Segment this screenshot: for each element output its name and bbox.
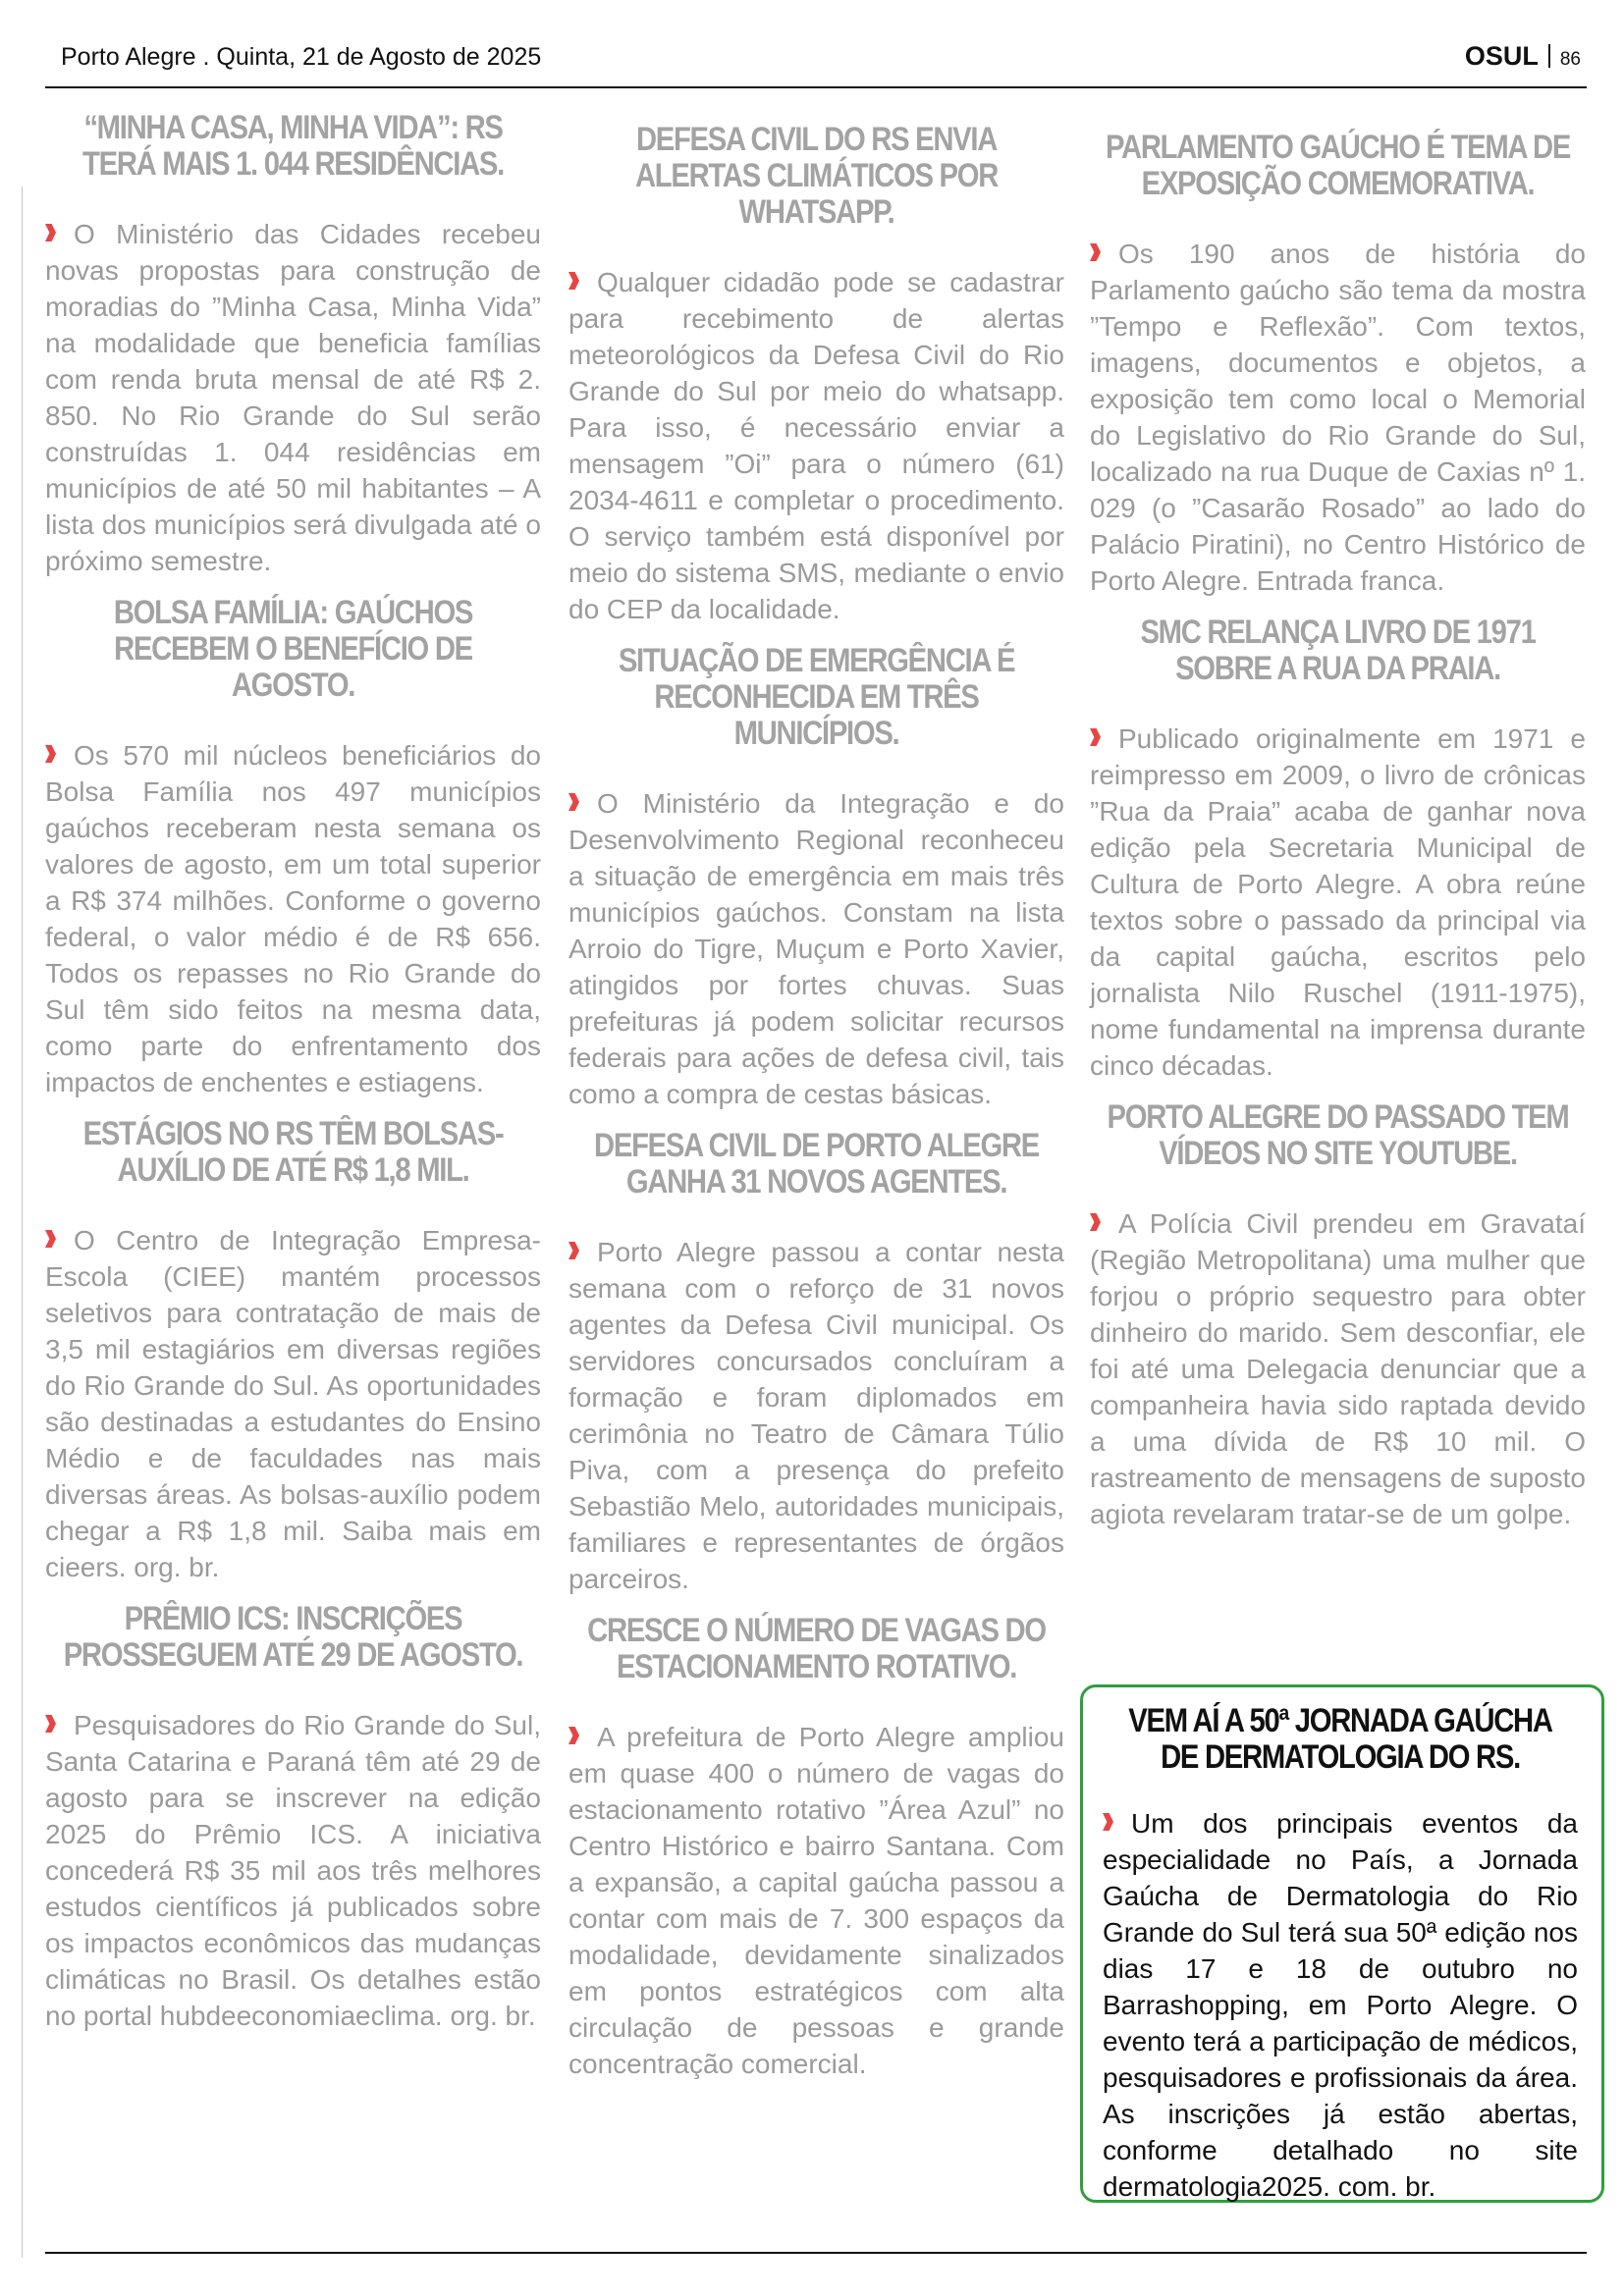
article-body	[568, 1719, 1064, 2082]
bullet-icon	[568, 1727, 579, 1744]
article	[45, 595, 541, 1100]
article	[568, 1128, 1064, 1597]
article-body-text: O Ministério das Cidades recebeu novas propostas para construção de moradias do ”Minha Casa, Minha Vida” na modalidade que beneficia famílias com renda bruta mensal de até R$ 2. 850. No Rio Grande do Sul serão construídas 1. 044 residências em municípios de até 50 mil habitantes – A lista dos municípios será divulgada até o próximo semestre.	[45, 219, 541, 576]
featured-body-text: Um dos principais eventos da especialidade no País, a Jornada Gaúcha de Dermatologia do Rio Grande do Sul terá sua 50ª edição nos dias 17 e 18 de outubro no Barrashopping, em Porto Alegre. O evento terá a participação de médicos, pesquisadores e profissionais da área. As inscrições já estão abertas, conforme detalhado no site dermatologia2025. com. br.	[1103, 1808, 1578, 2202]
bullet-icon	[568, 272, 579, 290]
bullet-icon	[45, 1715, 56, 1733]
article	[568, 1613, 1064, 2082]
footer-rule	[45, 2252, 1587, 2254]
article-body	[568, 1234, 1064, 1597]
article-headline: DEFESA CIVIL DE PORTO ALEGRE GANHA 31 NOVOS AGENTES.	[594, 1127, 1039, 1201]
article-body-text: Pesquisadores do Rio Grande do Sul, Santa Catarina e Paraná têm até 29 de agosto para se inscrever na edição 2025 do Prêmio ICS. A iniciativa concederá R$ 35 mil aos três melhores estudos científicos já publicados sobre os impactos econômicos das mudanças climáticas no Brasil. Os detalhes estão no portal hubdeeconomiaeclima. org. br.	[45, 1710, 541, 2031]
masthead-divider	[1548, 44, 1550, 68]
bullet-icon	[1090, 243, 1101, 261]
article-body	[1090, 721, 1586, 1084]
page-header	[45, 27, 1587, 88]
article-body-text: O Ministério da Integração e do Desenvolvimento Regional reconheceu a situação de emergência em mais três municípios gaúchos. Constam na lista Arroio do Tigre, Muçum e Porto Xavier, atingidos por fortes chuvas. Suas prefeituras já podem solicitar recursos federais para ações de defesa civil, tais como a compra de cestas básicas.	[568, 788, 1064, 1109]
page-number: 86	[1559, 49, 1581, 70]
bullet-icon	[1090, 1213, 1101, 1231]
column-2	[568, 108, 1064, 2098]
article-body-text: Publicado originalmente em 1971 e reimpresso em 2009, o livro de crônicas ”Rua da Praia” acaba de ganhar nova edição pela Secretaria Municipal de Cultura de Porto Alegre. A obra reúne textos sobre o passado da principal via da capital gaúcha, escritos pelo jornalista Nilo Ruschel (1911-1975), nome fundamental na imprensa durante cinco décadas.	[1090, 723, 1586, 1081]
article-body	[1090, 236, 1586, 599]
article	[568, 122, 1064, 627]
article-headline: SMC RELANÇA LIVRO DE 1971 SOBRE A RUA DA PRAIA.	[1140, 614, 1536, 687]
column-3	[1090, 108, 1586, 1548]
article	[568, 643, 1064, 1112]
article-headline: PRÊMIO ICS: INSCRIÇÕES PROSSEGUEM ATÉ 29 DE AGOSTO.	[63, 1600, 523, 1674]
featured-body	[1103, 1805, 1578, 2205]
article-body-text: Os 190 anos de história do Parlamento gaúcho são tema da mostra ”Tempo e Reflexão”. Com textos, imagens, documentos e objetos, a exposição tem como local o Memorial do Legislativo do Rio Grande do Sul, localizado na rua Duque de Caxias nº 1. 029 (o ”Casarão Rosado” ao lado do Palácio Piratini), no Centro Histórico de Porto Alegre. Entrada franca.	[1090, 239, 1586, 596]
article	[45, 1116, 541, 1585]
bullet-icon	[45, 224, 56, 241]
column-1	[45, 108, 541, 2050]
article-headline: ESTÁGIOS NO RS TÊM BOLSAS-AUXÍLIO DE ATÉ R$ 1,8 MIL.	[82, 1115, 504, 1189]
article-headline: SITUAÇÃO DE EMERGÊNCIA É RECONHECIDA EM TRÊS MUNICÍPIOS.	[618, 642, 1015, 752]
article	[1090, 1099, 1586, 1532]
article-body-text: A Polícia Civil prendeu em Gravataí (Região Metropolitana) uma mulher que forjou o próprio sequestro para obter dinheiro do marido. Sem desconfiar, ele foi até uma Delegacia denunciar que a companheira havia sido raptada devido a uma dívida de R$ 10 mil. O rastreamento de mensagens de suposto agiota revelaram tratar-se de um golpe.	[1090, 1208, 1586, 1529]
brand-name: OSUL	[1464, 41, 1539, 71]
article	[45, 1601, 541, 2034]
article-headline: BOLSA FAMÍLIA: GAÚCHOS RECEBEM O BENEFÍCIO DE AGOSTO.	[113, 594, 473, 704]
bullet-icon	[1090, 728, 1101, 746]
article-headline: “MINHA CASA, MINHA VIDA”: RS TERÁ MAIS 1. 044 RESIDÊNCIAS.	[82, 109, 504, 183]
featured-article-box	[1080, 1684, 1604, 2203]
article	[1090, 130, 1586, 599]
article-body	[45, 1222, 541, 1585]
bullet-icon	[1103, 1813, 1113, 1831]
article-headline: PORTO ALEGRE DO PASSADO TEM VÍDEOS NO SITE YOUTUBE.	[1107, 1098, 1569, 1172]
bullet-icon	[568, 1242, 579, 1259]
article-body	[45, 216, 541, 579]
article-headline: CRESCE O NÚMERO DE VAGAS DO ESTACIONAMENTO ROTATIVO.	[587, 1612, 1046, 1685]
masthead	[1465, 41, 1581, 72]
bullet-icon	[568, 793, 579, 811]
featured-headline: VEM AÍ A 50ª JORNADA GAÚCHA DE DERMATOLOGIA DO RS.	[1128, 1702, 1552, 1776]
article-body	[568, 264, 1064, 627]
article-body-text: Qualquer cidadão pode se cadastrar para recebimento de alertas meteorológicos da Defesa Civil do Rio Grande do Sul por meio do whatsapp. Para isso, é necessário enviar a mensagem ”Oi” para o número (61) 2034-4611 e completar o procedimento. O serviço também está disponível por meio do sistema SMS, mediante o envio do CEP da localidade.	[568, 267, 1064, 624]
article-body	[568, 785, 1064, 1112]
article	[45, 110, 541, 579]
article-body	[45, 737, 541, 1100]
article	[1090, 614, 1586, 1084]
article-body	[45, 1707, 541, 2034]
dateline: Porto Alegre . Quinta, 21 de Agosto de 2025	[61, 43, 542, 71]
bullet-icon	[45, 1230, 56, 1248]
article-body	[1090, 1205, 1586, 1532]
article-body-text: Os 570 mil núcleos beneficiários do Bolsa Família nos 497 municípios gaúchos receberam nesta semana os valores de agosto, em um total superior a R$ 374 milhões. Conforme o governo federal, o valor médio é de R$ 656. Todos os repasses no Rio Grande do Sul têm sido feitos na mesma data, como parte do enfrentamento dos impactos de enchentes e estiagens.	[45, 740, 541, 1097]
article-body-text: Porto Alegre passou a contar nesta semana com o reforço de 31 novos agentes da Defesa Civil municipal. Os servidores concursados concluíram a formação e foram diplomados em cerimônia no Teatro de Câmara Túlio Piva, com a presença do prefeito Sebastião Melo, autoridades municipais, familiares e representantes de órgãos parceiros.	[568, 1237, 1064, 1594]
article-body-text: O Centro de Integração Empresa-Escola (CIEE) mantém processos seletivos para contratação de mais de 3,5 mil estagiários em diversas regiões do Rio Grande do Sul. As oportunidades são destinadas a estudantes do Ensino Médio e de faculdades nas mais diversas áreas. As bolsas-auxílio podem chegar a R$ 1,8 mil. Saiba mais em cieers. org. br.	[45, 1225, 541, 1582]
article-body-text: A prefeitura de Porto Alegre ampliou em quase 400 o número de vagas do estacionamento rotativo ”Área Azul” no Centro Histórico e bairro Santana. Com a expansão, a capital gaúcha passou a contar com mais de 7. 300 espaços da modalidade, devidamente sinalizados em pontos estratégicos com alta circulação de pessoas e grande concentração comercial.	[568, 1722, 1064, 2079]
article-headline: DEFESA CIVIL DO RS ENVIA ALERTAS CLIMÁTICOS POR WHATSAPP.	[634, 121, 999, 231]
article-headline: PARLAMENTO GAÚCHO É TEMA DE EXPOSIÇÃO COMEMORATIVA.	[1105, 129, 1571, 202]
bullet-icon	[45, 745, 56, 763]
